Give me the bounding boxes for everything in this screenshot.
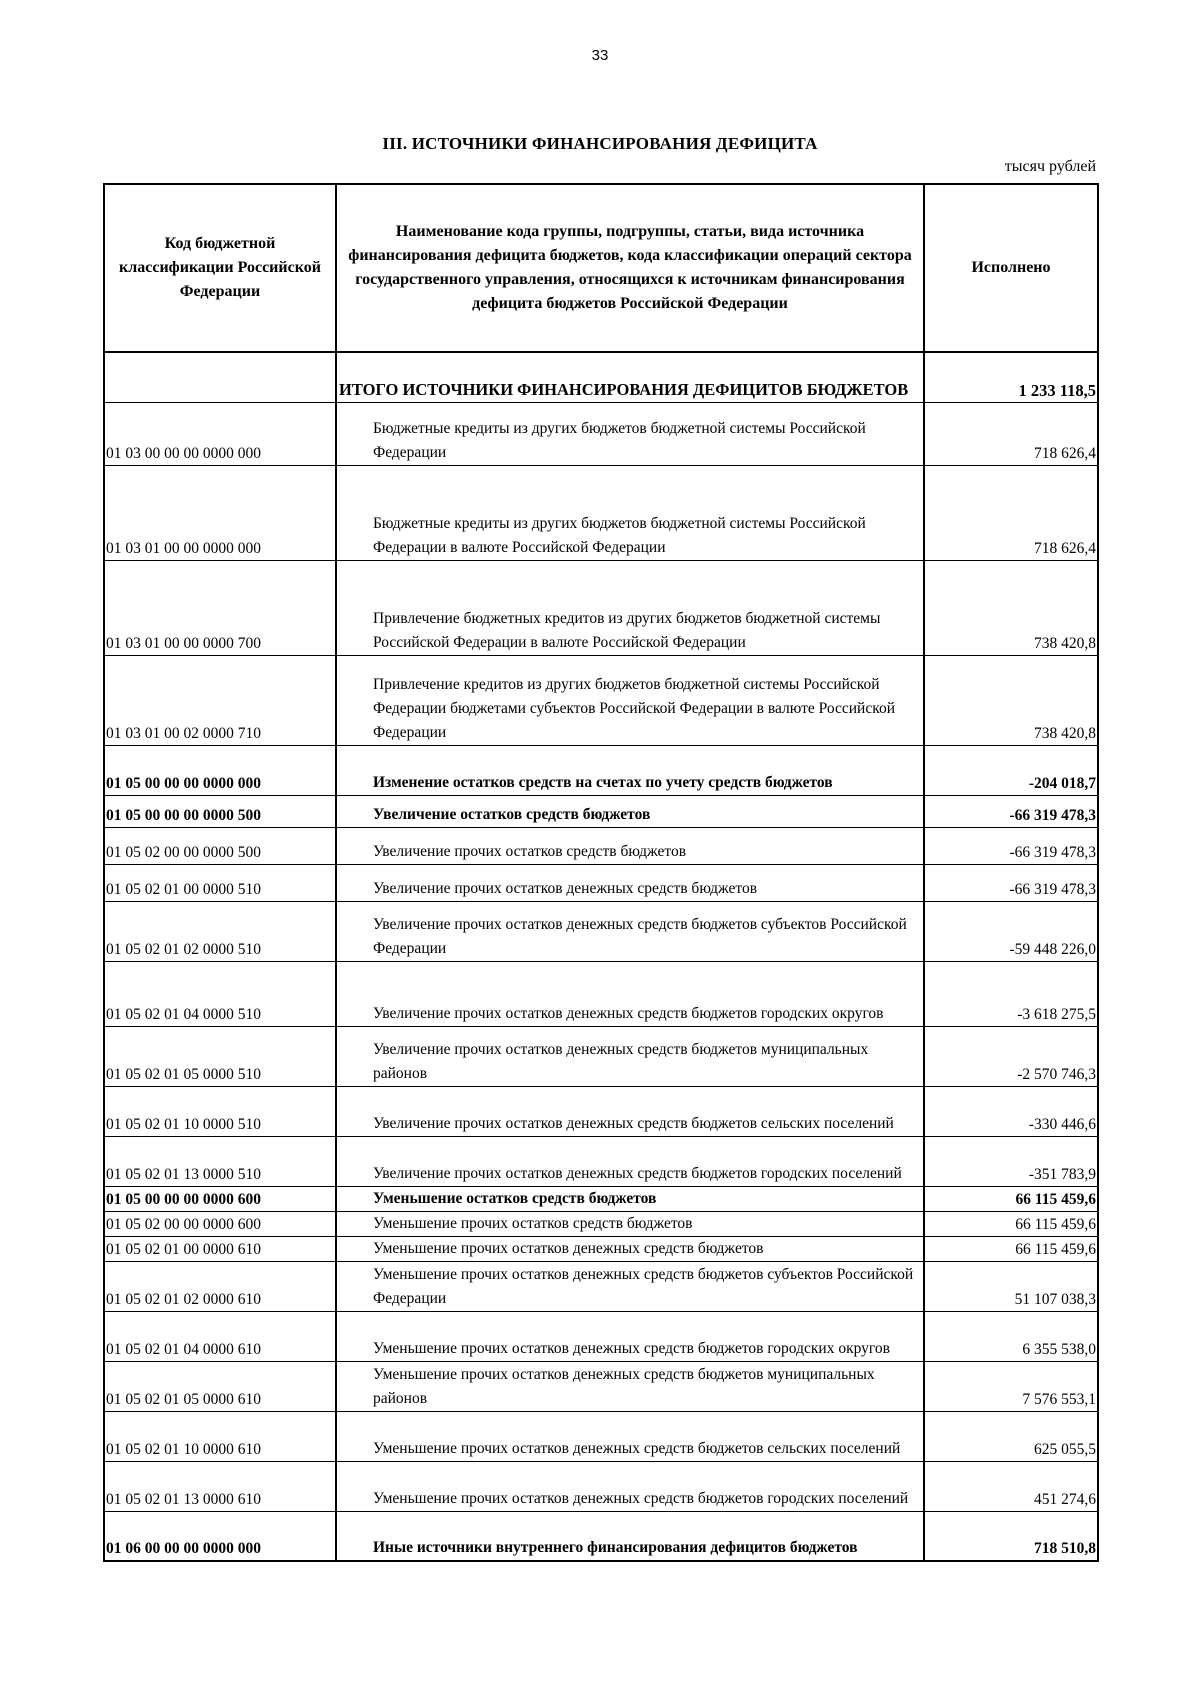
row-code: 01 03 01 00 02 0000 710: [104, 655, 336, 745]
row-code: 01 05 02 01 13 0000 610: [104, 1461, 336, 1511]
row-name: Привлечение бюджетных кредитов из других бюджетов бюджетной системы Российской Федерации в валюте Российской Федерации: [336, 560, 924, 655]
row-amount: 718 626,4: [924, 402, 1098, 465]
row-name: Иные источники внутреннего финансирования дефицитов бюджетов: [336, 1511, 924, 1561]
header-amount: Исполнено: [924, 184, 1098, 352]
table-row: [104, 745, 1098, 795]
table-row: [104, 961, 1098, 1026]
table-row: [104, 1311, 1098, 1361]
row-amount: 718 510,8: [924, 1511, 1098, 1561]
row-name: Увеличение прочих остатков денежных средств бюджетов городских поселений: [336, 1136, 924, 1186]
row-amount: -2 570 746,3: [924, 1026, 1098, 1086]
row-code: 01 03 01 00 00 0000 700: [104, 560, 336, 655]
row-code: 01 05 02 00 00 0000 500: [104, 827, 336, 864]
row-amount: 718 626,4: [924, 465, 1098, 560]
row-name: Уменьшение прочих остатков средств бюджетов: [336, 1211, 924, 1236]
row-amount: 738 420,8: [924, 655, 1098, 745]
row-amount: -204 018,7: [924, 745, 1098, 795]
table-row: [104, 1461, 1098, 1511]
row-amount: 7 576 553,1: [924, 1361, 1098, 1411]
table-row: [104, 827, 1098, 864]
row-name: Бюджетные кредиты из других бюджетов бюджетной системы Российской Федерации в валюте Российской Федерации: [336, 465, 924, 560]
row-code: 01 05 02 01 02 0000 610: [104, 1261, 336, 1311]
row-amount: -66 319 478,3: [924, 864, 1098, 901]
table-row: [104, 1211, 1098, 1236]
row-code: 01 03 01 00 00 0000 000: [104, 465, 336, 560]
row-name: Увеличение прочих остатков денежных средств бюджетов городских округов: [336, 961, 924, 1026]
row-code: [104, 352, 336, 402]
row-name: Увеличение прочих остатков денежных средств бюджетов муниципальных районов: [336, 1026, 924, 1086]
row-code: 01 05 02 01 02 0000 510: [104, 901, 336, 961]
row-name: Увеличение прочих остатков средств бюджетов: [336, 827, 924, 864]
row-amount: 738 420,8: [924, 560, 1098, 655]
row-amount: -3 618 275,5: [924, 961, 1098, 1026]
row-code: 01 05 02 00 00 0000 600: [104, 1211, 336, 1236]
row-name: Уменьшение прочих остатков денежных средств бюджетов муниципальных районов: [336, 1361, 924, 1411]
row-name: Изменение остатков средств на счетах по учету средств бюджетов: [336, 745, 924, 795]
row-name: Уменьшение прочих остатков денежных средств бюджетов: [336, 1236, 924, 1261]
table-row: [104, 1411, 1098, 1461]
header-name: Наименование кода группы, подгруппы, статьи, вида источника финансирования дефицита бюджетов, кода классификации операций сектора государственного управления, относящихся к источникам финансирования дефицита бюджетов Российской Федерации: [336, 184, 924, 352]
row-code: 01 03 00 00 00 0000 000: [104, 402, 336, 465]
page-number: 33: [591, 47, 609, 64]
row-amount: 625 055,5: [924, 1411, 1098, 1461]
row-name: Уменьшение остатков средств бюджетов: [336, 1186, 924, 1211]
row-name: Уменьшение прочих остатков денежных средств бюджетов сельских поселений: [336, 1411, 924, 1461]
table-row: [104, 1086, 1098, 1136]
table-row: [104, 901, 1098, 961]
row-amount: 51 107 038,3: [924, 1261, 1098, 1311]
table-row: [104, 465, 1098, 560]
table-row: [104, 864, 1098, 901]
row-code: 01 05 02 01 05 0000 610: [104, 1361, 336, 1411]
row-code: 01 05 02 01 04 0000 610: [104, 1311, 336, 1361]
header-code: Код бюджетной классификации Российской Федерации: [104, 184, 336, 352]
table-row: [104, 1361, 1098, 1411]
row-code: 01 05 02 01 00 0000 610: [104, 1236, 336, 1261]
table-row: [104, 1261, 1098, 1311]
table-row: [104, 1511, 1098, 1561]
row-name: Увеличение прочих остатков денежных средств бюджетов: [336, 864, 924, 901]
table-row: [104, 1186, 1098, 1211]
row-code: 01 05 00 00 00 0000 600: [104, 1186, 336, 1211]
table-row: [104, 1026, 1098, 1086]
row-code: 01 05 02 01 04 0000 510: [104, 961, 336, 1026]
table-row: [104, 795, 1098, 827]
row-code: 01 05 02 01 13 0000 510: [104, 1136, 336, 1186]
row-code: 01 06 00 00 00 0000 000: [104, 1511, 336, 1561]
table-header-row: [104, 184, 1098, 352]
table-row: [104, 1236, 1098, 1261]
row-name: Увеличение остатков средств бюджетов: [336, 795, 924, 827]
row-amount: -330 446,6: [924, 1086, 1098, 1136]
row-name: Привлечение кредитов из других бюджетов бюджетной системы Российской Федерации бюджетами субъектов Российской Федерации в валюте Российской Федерации: [336, 655, 924, 745]
row-name: ИТОГО ИСТОЧНИКИ ФИНАНСИРОВАНИЯ ДЕФИЦИТОВ БЮДЖЕТОВ: [336, 352, 924, 402]
table-row: [104, 1136, 1098, 1186]
row-amount: -59 448 226,0: [924, 901, 1098, 961]
table-row: [104, 402, 1098, 465]
row-amount: 1 233 118,5: [924, 352, 1098, 402]
row-amount: 66 115 459,6: [924, 1186, 1098, 1211]
deficit-financing-table: [103, 183, 1099, 1562]
row-name: Уменьшение прочих остатков денежных средств бюджетов субъектов Российской Федерации: [336, 1261, 924, 1311]
row-amount: 66 115 459,6: [924, 1236, 1098, 1261]
row-name: Увеличение прочих остатков денежных средств бюджетов субъектов Российской Федерации: [336, 901, 924, 961]
row-amount: 6 355 538,0: [924, 1311, 1098, 1361]
row-name: Уменьшение прочих остатков денежных средств бюджетов городских округов: [336, 1311, 924, 1361]
row-code: 01 05 02 01 05 0000 510: [104, 1026, 336, 1086]
row-name: Уменьшение прочих остатков денежных средств бюджетов городских поселений: [336, 1461, 924, 1511]
table-row: [104, 352, 1098, 402]
row-name: Увеличение прочих остатков денежных средств бюджетов сельских поселений: [336, 1086, 924, 1136]
row-amount: 66 115 459,6: [924, 1211, 1098, 1236]
row-amount: -66 319 478,3: [924, 795, 1098, 827]
row-code: 01 05 02 01 00 0000 510: [104, 864, 336, 901]
table-body: [104, 352, 1098, 1561]
row-code: 01 05 02 01 10 0000 610: [104, 1411, 336, 1461]
row-code: 01 05 00 00 00 0000 500: [104, 795, 336, 827]
table-row: [104, 655, 1098, 745]
row-amount: -351 783,9: [924, 1136, 1098, 1186]
row-code: 01 05 02 01 10 0000 510: [104, 1086, 336, 1136]
row-amount: 451 274,6: [924, 1461, 1098, 1511]
row-name: Бюджетные кредиты из других бюджетов бюджетной системы Российской Федерации: [336, 402, 924, 465]
table-row: [104, 560, 1098, 655]
row-code: 01 05 00 00 00 0000 000: [104, 745, 336, 795]
units-label: тысяч рублей: [1004, 158, 1096, 175]
row-amount: -66 319 478,3: [924, 827, 1098, 864]
section-title: III. ИСТОЧНИКИ ФИНАНСИРОВАНИЯ ДЕФИЦИТА: [382, 134, 818, 153]
